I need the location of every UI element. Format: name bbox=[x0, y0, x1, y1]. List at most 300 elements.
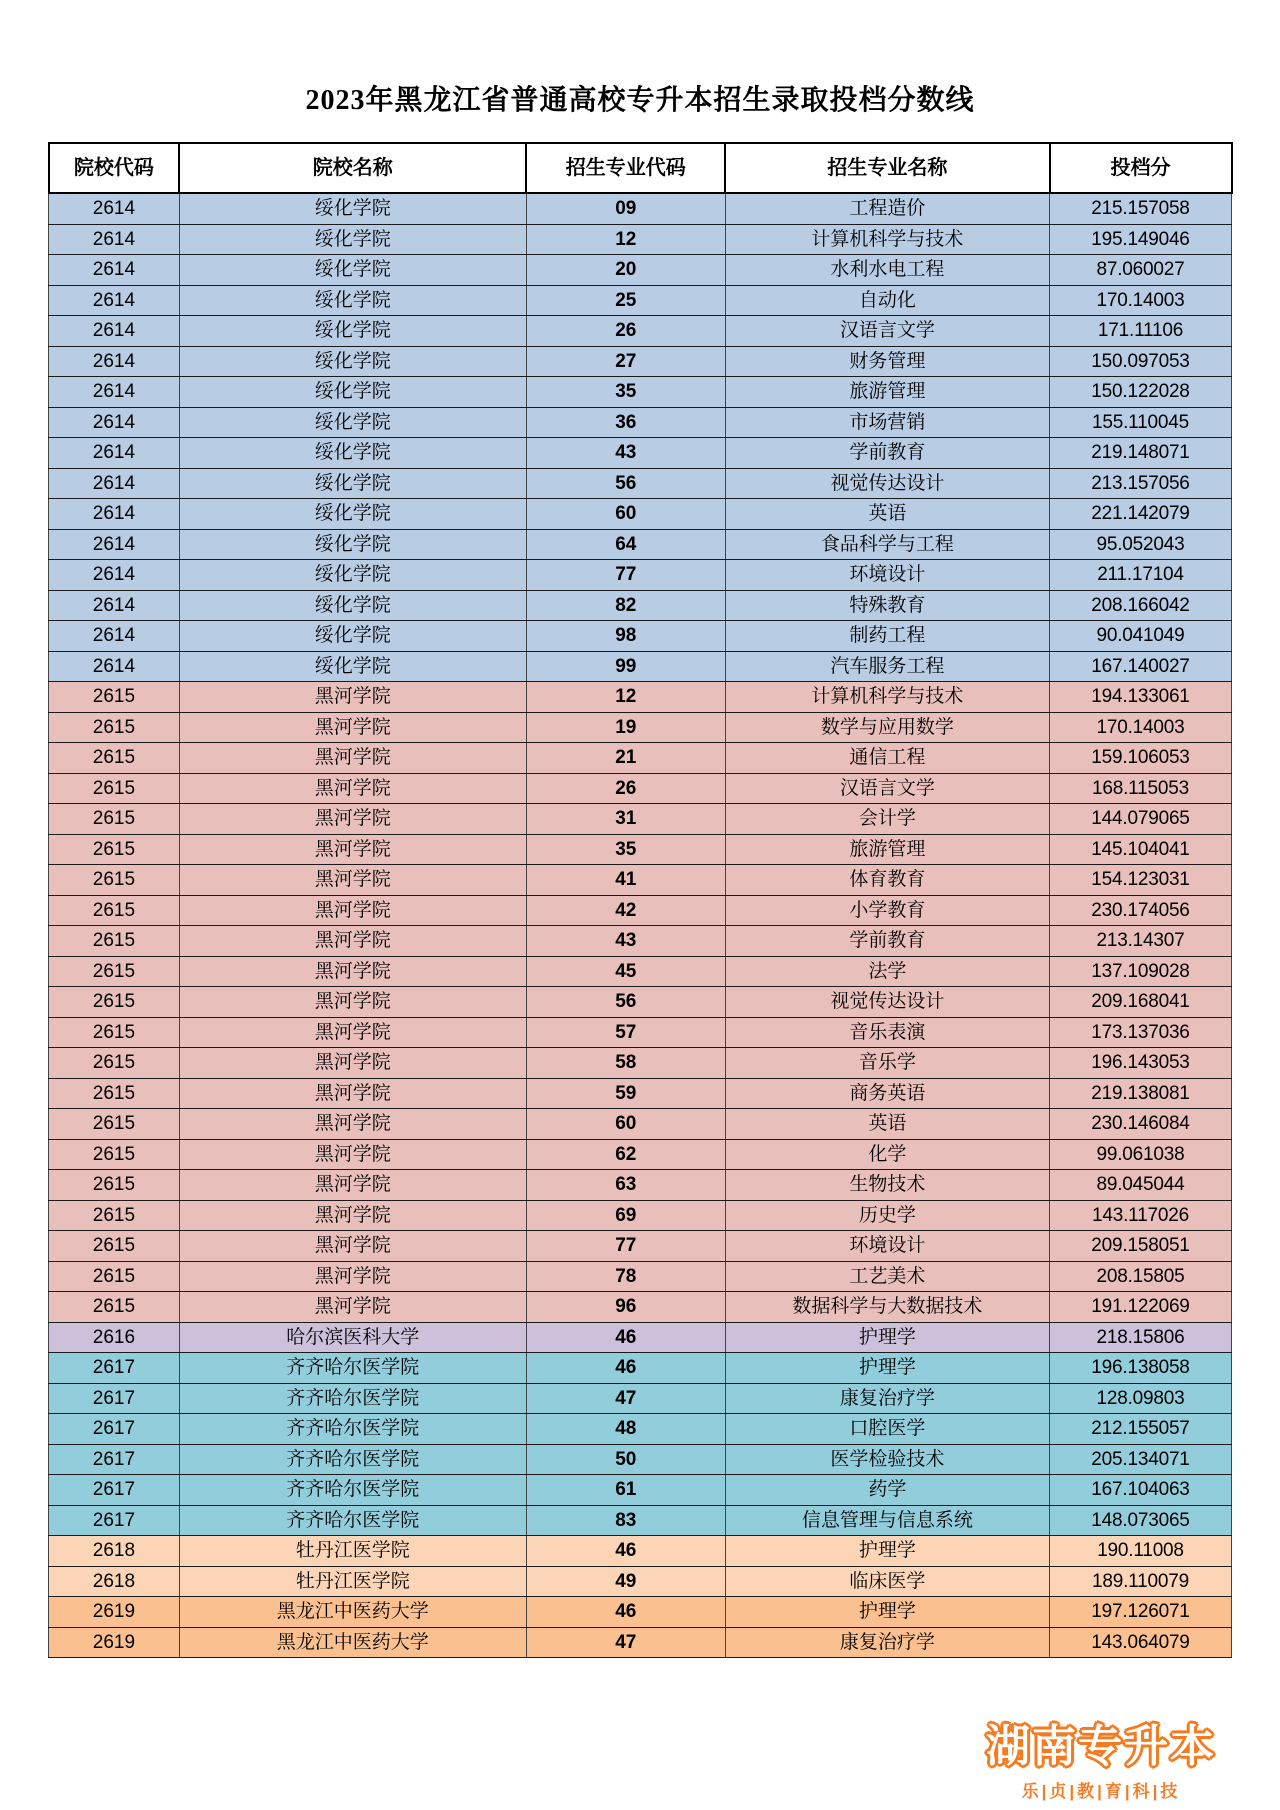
cell-major-name: 财务管理 bbox=[725, 346, 1049, 377]
cell-major-code: 36 bbox=[526, 407, 725, 438]
cell-school-name: 绥化学院 bbox=[179, 529, 526, 560]
cell-major-name: 药学 bbox=[725, 1475, 1049, 1506]
cell-school-code: 2617 bbox=[49, 1475, 180, 1506]
table-row bbox=[49, 1231, 1232, 1262]
cell-school-code: 2614 bbox=[49, 316, 180, 347]
cell-score: 219.138081 bbox=[1050, 1078, 1232, 1109]
cell-score: 221.142079 bbox=[1050, 499, 1232, 530]
table-row bbox=[49, 1536, 1232, 1567]
cell-school-code: 2614 bbox=[49, 529, 180, 560]
cell-school-code: 2617 bbox=[49, 1353, 180, 1384]
cell-major-name: 旅游管理 bbox=[725, 377, 1049, 408]
cell-school-code: 2616 bbox=[49, 1322, 180, 1353]
cell-major-code: 61 bbox=[526, 1475, 725, 1506]
cell-school-name: 牡丹江医学院 bbox=[179, 1536, 526, 1567]
cell-major-code: 26 bbox=[526, 316, 725, 347]
cell-school-name: 黑河学院 bbox=[179, 1017, 526, 1048]
cell-score: 167.104063 bbox=[1050, 1475, 1232, 1506]
cell-major-code: 46 bbox=[526, 1353, 725, 1384]
cell-school-code: 2615 bbox=[49, 1170, 180, 1201]
cell-score: 230.146084 bbox=[1050, 1109, 1232, 1140]
table-row bbox=[49, 1322, 1232, 1353]
table-row bbox=[49, 804, 1232, 835]
cell-major-name: 食品科学与工程 bbox=[725, 529, 1049, 560]
cell-school-code: 2615 bbox=[49, 834, 180, 865]
table-row bbox=[49, 895, 1232, 926]
table-row bbox=[49, 1048, 1232, 1079]
table-row bbox=[49, 682, 1232, 713]
cell-school-name: 绥化学院 bbox=[179, 316, 526, 347]
cell-school-code: 2614 bbox=[49, 468, 180, 499]
cell-school-code: 2618 bbox=[49, 1566, 180, 1597]
table-row bbox=[49, 346, 1232, 377]
cell-school-code: 2615 bbox=[49, 895, 180, 926]
table-row bbox=[49, 1109, 1232, 1140]
cell-major-name: 数据科学与大数据技术 bbox=[725, 1292, 1049, 1323]
cell-school-name: 绥化学院 bbox=[179, 193, 526, 224]
table-row bbox=[49, 712, 1232, 743]
cell-major-code: 46 bbox=[526, 1322, 725, 1353]
cell-score: 159.106053 bbox=[1050, 743, 1232, 774]
cell-score: 99.061038 bbox=[1050, 1139, 1232, 1170]
cell-score: 150.122028 bbox=[1050, 377, 1232, 408]
cell-school-name: 黑河学院 bbox=[179, 1261, 526, 1292]
cell-score: 195.149046 bbox=[1050, 224, 1232, 255]
cell-major-name: 视觉传达设计 bbox=[725, 987, 1049, 1018]
cell-school-name: 黑河学院 bbox=[179, 1200, 526, 1231]
cell-major-name: 英语 bbox=[725, 1109, 1049, 1140]
cell-major-code: 12 bbox=[526, 224, 725, 255]
cell-major-code: 77 bbox=[526, 1231, 725, 1262]
cell-school-code: 2615 bbox=[49, 987, 180, 1018]
cell-school-name: 绥化学院 bbox=[179, 590, 526, 621]
cell-score: 150.097053 bbox=[1050, 346, 1232, 377]
table-header bbox=[49, 143, 1232, 193]
cell-school-name: 齐齐哈尔医学院 bbox=[179, 1475, 526, 1506]
column-header-score: 投档分 bbox=[1050, 143, 1232, 193]
cell-major-name: 工艺美术 bbox=[725, 1261, 1049, 1292]
cell-school-name: 绥化学院 bbox=[179, 651, 526, 682]
cell-school-code: 2614 bbox=[49, 560, 180, 591]
column-header-major-code: 招生专业代码 bbox=[526, 143, 725, 193]
cell-school-name: 齐齐哈尔医学院 bbox=[179, 1444, 526, 1475]
cell-school-code: 2614 bbox=[49, 590, 180, 621]
column-header-major-name: 招生专业名称 bbox=[725, 143, 1049, 193]
cell-school-code: 2615 bbox=[49, 1261, 180, 1292]
cell-school-name: 绥化学院 bbox=[179, 621, 526, 652]
cell-school-name: 黑龙江中医药大学 bbox=[179, 1627, 526, 1658]
cell-major-code: 35 bbox=[526, 377, 725, 408]
cell-school-name: 牡丹江医学院 bbox=[179, 1566, 526, 1597]
table-row bbox=[49, 255, 1232, 286]
cell-major-code: 46 bbox=[526, 1536, 725, 1567]
table-row bbox=[49, 1139, 1232, 1170]
table-row bbox=[49, 1475, 1232, 1506]
cell-score: 190.11008 bbox=[1050, 1536, 1232, 1567]
cell-major-name: 计算机科学与技术 bbox=[725, 224, 1049, 255]
cell-major-name: 临床医学 bbox=[725, 1566, 1049, 1597]
cell-major-code: 69 bbox=[526, 1200, 725, 1231]
cell-major-code: 58 bbox=[526, 1048, 725, 1079]
cell-school-code: 2615 bbox=[49, 1139, 180, 1170]
cell-major-code: 47 bbox=[526, 1383, 725, 1414]
cell-school-code: 2619 bbox=[49, 1597, 180, 1628]
cell-major-code: 41 bbox=[526, 865, 725, 896]
cell-score: 168.115053 bbox=[1050, 773, 1232, 804]
cell-major-name: 法学 bbox=[725, 956, 1049, 987]
cell-school-name: 绥化学院 bbox=[179, 285, 526, 316]
cell-school-code: 2615 bbox=[49, 1109, 180, 1140]
cell-school-code: 2614 bbox=[49, 193, 180, 224]
cell-score: 197.126071 bbox=[1050, 1597, 1232, 1628]
table-row bbox=[49, 1292, 1232, 1323]
cell-school-name: 绥化学院 bbox=[179, 346, 526, 377]
cell-score: 95.052043 bbox=[1050, 529, 1232, 560]
cell-school-code: 2615 bbox=[49, 1231, 180, 1262]
cell-major-name: 汽车服务工程 bbox=[725, 651, 1049, 682]
cell-major-name: 市场营销 bbox=[725, 407, 1049, 438]
table-row bbox=[49, 1505, 1232, 1536]
cell-school-name: 绥化学院 bbox=[179, 224, 526, 255]
cell-school-name: 黑河学院 bbox=[179, 1109, 526, 1140]
cell-school-name: 齐齐哈尔医学院 bbox=[179, 1505, 526, 1536]
table-row bbox=[49, 1078, 1232, 1109]
cell-major-code: 35 bbox=[526, 834, 725, 865]
cell-major-code: 49 bbox=[526, 1566, 725, 1597]
cell-school-code: 2615 bbox=[49, 773, 180, 804]
table-row bbox=[49, 1597, 1232, 1628]
cell-major-name: 护理学 bbox=[725, 1597, 1049, 1628]
table-row bbox=[49, 1017, 1232, 1048]
cell-school-code: 2614 bbox=[49, 346, 180, 377]
cell-school-name: 黑河学院 bbox=[179, 987, 526, 1018]
cell-school-code: 2617 bbox=[49, 1414, 180, 1445]
score-table-container bbox=[48, 142, 1233, 1658]
table-row bbox=[49, 560, 1232, 591]
cell-school-name: 齐齐哈尔医学院 bbox=[179, 1414, 526, 1445]
admission-score-table bbox=[48, 142, 1233, 1658]
cell-school-name: 黑河学院 bbox=[179, 712, 526, 743]
cell-school-code: 2615 bbox=[49, 865, 180, 896]
cell-major-code: 43 bbox=[526, 438, 725, 469]
cell-major-code: 09 bbox=[526, 193, 725, 224]
cell-major-name: 音乐学 bbox=[725, 1048, 1049, 1079]
table-body bbox=[49, 193, 1232, 1658]
cell-school-code: 2617 bbox=[49, 1444, 180, 1475]
cell-major-name: 护理学 bbox=[725, 1536, 1049, 1567]
cell-major-code: 83 bbox=[526, 1505, 725, 1536]
cell-major-name: 口腔医学 bbox=[725, 1414, 1049, 1445]
table-row bbox=[49, 590, 1232, 621]
cell-score: 191.122069 bbox=[1050, 1292, 1232, 1323]
cell-school-code: 2619 bbox=[49, 1627, 180, 1658]
cell-major-name: 视觉传达设计 bbox=[725, 468, 1049, 499]
table-row bbox=[49, 621, 1232, 652]
table-row bbox=[49, 438, 1232, 469]
cell-school-name: 黑河学院 bbox=[179, 895, 526, 926]
cell-score: 145.104041 bbox=[1050, 834, 1232, 865]
cell-school-name: 黑河学院 bbox=[179, 1231, 526, 1262]
cell-major-code: 50 bbox=[526, 1444, 725, 1475]
table-row bbox=[49, 377, 1232, 408]
cell-school-code: 2614 bbox=[49, 255, 180, 286]
cell-school-code: 2614 bbox=[49, 407, 180, 438]
cell-major-code: 26 bbox=[526, 773, 725, 804]
cell-school-name: 哈尔滨医科大学 bbox=[179, 1322, 526, 1353]
cell-school-name: 绥化学院 bbox=[179, 438, 526, 469]
cell-major-code: 60 bbox=[526, 1109, 725, 1140]
cell-school-name: 黑河学院 bbox=[179, 834, 526, 865]
cell-major-code: 48 bbox=[526, 1414, 725, 1445]
table-row bbox=[49, 1200, 1232, 1231]
cell-school-name: 黑河学院 bbox=[179, 1170, 526, 1201]
cell-major-name: 数学与应用数学 bbox=[725, 712, 1049, 743]
table-header-row bbox=[49, 143, 1232, 193]
table-row bbox=[49, 865, 1232, 896]
table-row bbox=[49, 834, 1232, 865]
cell-major-code: 60 bbox=[526, 499, 725, 530]
cell-major-name: 工程造价 bbox=[725, 193, 1049, 224]
cell-major-name: 历史学 bbox=[725, 1200, 1049, 1231]
cell-school-code: 2614 bbox=[49, 621, 180, 652]
cell-score: 209.158051 bbox=[1050, 1231, 1232, 1262]
cell-major-code: 42 bbox=[526, 895, 725, 926]
table-row bbox=[49, 1170, 1232, 1201]
cell-major-code: 43 bbox=[526, 926, 725, 957]
table-row bbox=[49, 407, 1232, 438]
cell-school-name: 黑河学院 bbox=[179, 1139, 526, 1170]
cell-score: 230.174056 bbox=[1050, 895, 1232, 926]
cell-score: 215.157058 bbox=[1050, 193, 1232, 224]
cell-school-code: 2615 bbox=[49, 712, 180, 743]
cell-major-code: 99 bbox=[526, 651, 725, 682]
table-row bbox=[49, 926, 1232, 957]
cell-major-code: 82 bbox=[526, 590, 725, 621]
table-row bbox=[49, 1353, 1232, 1384]
cell-score: 148.073065 bbox=[1050, 1505, 1232, 1536]
cell-school-name: 齐齐哈尔医学院 bbox=[179, 1353, 526, 1384]
watermark-brand-text: 湖南专升本 bbox=[986, 1722, 1216, 1771]
cell-score: 144.079065 bbox=[1050, 804, 1232, 835]
table-row bbox=[49, 1444, 1232, 1475]
cell-major-code: 57 bbox=[526, 1017, 725, 1048]
cell-major-name: 学前教育 bbox=[725, 926, 1049, 957]
table-row bbox=[49, 224, 1232, 255]
cell-school-code: 2615 bbox=[49, 1200, 180, 1231]
cell-score: 213.157056 bbox=[1050, 468, 1232, 499]
cell-major-name: 英语 bbox=[725, 499, 1049, 530]
table-row bbox=[49, 956, 1232, 987]
cell-major-name: 制药工程 bbox=[725, 621, 1049, 652]
cell-school-name: 绥化学院 bbox=[179, 377, 526, 408]
table-row bbox=[49, 1261, 1232, 1292]
cell-score: 209.168041 bbox=[1050, 987, 1232, 1018]
cell-school-code: 2617 bbox=[49, 1383, 180, 1414]
cell-school-code: 2615 bbox=[49, 1017, 180, 1048]
cell-major-name: 特殊教育 bbox=[725, 590, 1049, 621]
cell-major-name: 小学教育 bbox=[725, 895, 1049, 926]
cell-school-code: 2615 bbox=[49, 743, 180, 774]
cell-score: 208.166042 bbox=[1050, 590, 1232, 621]
cell-score: 173.137036 bbox=[1050, 1017, 1232, 1048]
cell-school-code: 2614 bbox=[49, 651, 180, 682]
cell-score: 171.11106 bbox=[1050, 316, 1232, 347]
cell-major-name: 自动化 bbox=[725, 285, 1049, 316]
cell-major-name: 汉语言文学 bbox=[725, 316, 1049, 347]
table-row bbox=[49, 773, 1232, 804]
table-row bbox=[49, 468, 1232, 499]
cell-major-code: 19 bbox=[526, 712, 725, 743]
cell-score: 205.134071 bbox=[1050, 1444, 1232, 1475]
cell-school-code: 2615 bbox=[49, 1048, 180, 1079]
cell-score: 154.123031 bbox=[1050, 865, 1232, 896]
site-watermark bbox=[936, 1722, 1266, 1802]
cell-major-name: 化学 bbox=[725, 1139, 1049, 1170]
table-row bbox=[49, 1383, 1232, 1414]
cell-school-code: 2615 bbox=[49, 804, 180, 835]
cell-major-name: 通信工程 bbox=[725, 743, 1049, 774]
table-row bbox=[49, 987, 1232, 1018]
cell-score: 170.14003 bbox=[1050, 285, 1232, 316]
cell-major-name: 医学检验技术 bbox=[725, 1444, 1049, 1475]
cell-school-name: 绥化学院 bbox=[179, 499, 526, 530]
cell-major-name: 护理学 bbox=[725, 1322, 1049, 1353]
cell-school-code: 2614 bbox=[49, 499, 180, 530]
cell-major-code: 62 bbox=[526, 1139, 725, 1170]
table-row bbox=[49, 1414, 1232, 1445]
cell-score: 128.09803 bbox=[1050, 1383, 1232, 1414]
cell-school-name: 齐齐哈尔医学院 bbox=[179, 1383, 526, 1414]
cell-major-name: 康复治疗学 bbox=[725, 1627, 1049, 1658]
cell-score: 196.138058 bbox=[1050, 1353, 1232, 1384]
cell-score: 196.143053 bbox=[1050, 1048, 1232, 1079]
column-header-school-name: 院校名称 bbox=[179, 143, 526, 193]
cell-school-name: 黑河学院 bbox=[179, 956, 526, 987]
cell-major-code: 96 bbox=[526, 1292, 725, 1323]
table-row bbox=[49, 285, 1232, 316]
table-row bbox=[49, 193, 1232, 224]
cell-score: 155.110045 bbox=[1050, 407, 1232, 438]
cell-score: 170.14003 bbox=[1050, 712, 1232, 743]
cell-school-code: 2614 bbox=[49, 438, 180, 469]
cell-score: 137.109028 bbox=[1050, 956, 1232, 987]
cell-major-name: 音乐表演 bbox=[725, 1017, 1049, 1048]
watermark-subtitle-text: 乐|贞|教|育|科|技 bbox=[1021, 1782, 1181, 1801]
cell-major-name: 会计学 bbox=[725, 804, 1049, 835]
cell-major-code: 98 bbox=[526, 621, 725, 652]
cell-school-code: 2615 bbox=[49, 1078, 180, 1109]
cell-major-code: 31 bbox=[526, 804, 725, 835]
cell-score: 213.14307 bbox=[1050, 926, 1232, 957]
cell-major-code: 78 bbox=[526, 1261, 725, 1292]
cell-school-name: 黑龙江中医药大学 bbox=[179, 1597, 526, 1628]
cell-score: 212.155057 bbox=[1050, 1414, 1232, 1445]
cell-school-name: 黑河学院 bbox=[179, 926, 526, 957]
cell-major-code: 77 bbox=[526, 560, 725, 591]
cell-major-code: 64 bbox=[526, 529, 725, 560]
cell-major-code: 59 bbox=[526, 1078, 725, 1109]
cell-school-code: 2614 bbox=[49, 224, 180, 255]
cell-score: 189.110079 bbox=[1050, 1566, 1232, 1597]
cell-school-code: 2614 bbox=[49, 285, 180, 316]
cell-school-name: 绥化学院 bbox=[179, 407, 526, 438]
cell-major-code: 25 bbox=[526, 285, 725, 316]
cell-major-name: 信息管理与信息系统 bbox=[725, 1505, 1049, 1536]
cell-score: 208.15805 bbox=[1050, 1261, 1232, 1292]
cell-school-code: 2615 bbox=[49, 682, 180, 713]
table-row bbox=[49, 1627, 1232, 1658]
cell-school-code: 2615 bbox=[49, 956, 180, 987]
cell-school-name: 黑河学院 bbox=[179, 804, 526, 835]
cell-major-name: 环境设计 bbox=[725, 560, 1049, 591]
cell-major-name: 体育教育 bbox=[725, 865, 1049, 896]
cell-major-name: 计算机科学与技术 bbox=[725, 682, 1049, 713]
table-row bbox=[49, 743, 1232, 774]
cell-score: 90.041049 bbox=[1050, 621, 1232, 652]
cell-major-name: 商务英语 bbox=[725, 1078, 1049, 1109]
cell-school-code: 2615 bbox=[49, 926, 180, 957]
cell-major-name: 生物技术 bbox=[725, 1170, 1049, 1201]
cell-major-code: 45 bbox=[526, 956, 725, 987]
cell-major-code: 47 bbox=[526, 1627, 725, 1658]
cell-score: 211.17104 bbox=[1050, 560, 1232, 591]
cell-school-code: 2615 bbox=[49, 1292, 180, 1323]
cell-school-name: 黑河学院 bbox=[179, 865, 526, 896]
cell-major-code: 46 bbox=[526, 1597, 725, 1628]
cell-school-code: 2618 bbox=[49, 1536, 180, 1567]
cell-major-code: 21 bbox=[526, 743, 725, 774]
cell-major-name: 环境设计 bbox=[725, 1231, 1049, 1262]
table-row bbox=[49, 529, 1232, 560]
table-row bbox=[49, 316, 1232, 347]
page-title: 2023年黑龙江省普通高校专升本招生录取投档分数线 bbox=[305, 85, 975, 116]
column-header-school-code: 院校代码 bbox=[49, 143, 180, 193]
cell-major-name: 水利水电工程 bbox=[725, 255, 1049, 286]
cell-major-code: 27 bbox=[526, 346, 725, 377]
cell-school-name: 黑河学院 bbox=[179, 773, 526, 804]
cell-major-name: 护理学 bbox=[725, 1353, 1049, 1384]
table-row bbox=[49, 651, 1232, 682]
cell-school-name: 黑河学院 bbox=[179, 743, 526, 774]
cell-score: 219.148071 bbox=[1050, 438, 1232, 469]
cell-score: 89.045044 bbox=[1050, 1170, 1232, 1201]
cell-score: 143.064079 bbox=[1050, 1627, 1232, 1658]
cell-major-name: 学前教育 bbox=[725, 438, 1049, 469]
table-row bbox=[49, 499, 1232, 530]
cell-major-name: 汉语言文学 bbox=[725, 773, 1049, 804]
cell-school-name: 黑河学院 bbox=[179, 1078, 526, 1109]
cell-school-name: 绥化学院 bbox=[179, 255, 526, 286]
cell-score: 167.140027 bbox=[1050, 651, 1232, 682]
cell-school-code: 2614 bbox=[49, 377, 180, 408]
cell-school-name: 黑河学院 bbox=[179, 1292, 526, 1323]
cell-school-code: 2617 bbox=[49, 1505, 180, 1536]
cell-score: 87.060027 bbox=[1050, 255, 1232, 286]
cell-score: 194.133061 bbox=[1050, 682, 1232, 713]
cell-school-name: 绥化学院 bbox=[179, 468, 526, 499]
cell-score: 143.117026 bbox=[1050, 1200, 1232, 1231]
cell-major-name: 旅游管理 bbox=[725, 834, 1049, 865]
cell-major-code: 20 bbox=[526, 255, 725, 286]
cell-score: 218.15806 bbox=[1050, 1322, 1232, 1353]
cell-school-name: 黑河学院 bbox=[179, 1048, 526, 1079]
cell-major-code: 56 bbox=[526, 468, 725, 499]
cell-major-code: 56 bbox=[526, 987, 725, 1018]
table-row bbox=[49, 1566, 1232, 1597]
cell-school-name: 黑河学院 bbox=[179, 682, 526, 713]
cell-major-code: 63 bbox=[526, 1170, 725, 1201]
cell-school-name: 绥化学院 bbox=[179, 560, 526, 591]
